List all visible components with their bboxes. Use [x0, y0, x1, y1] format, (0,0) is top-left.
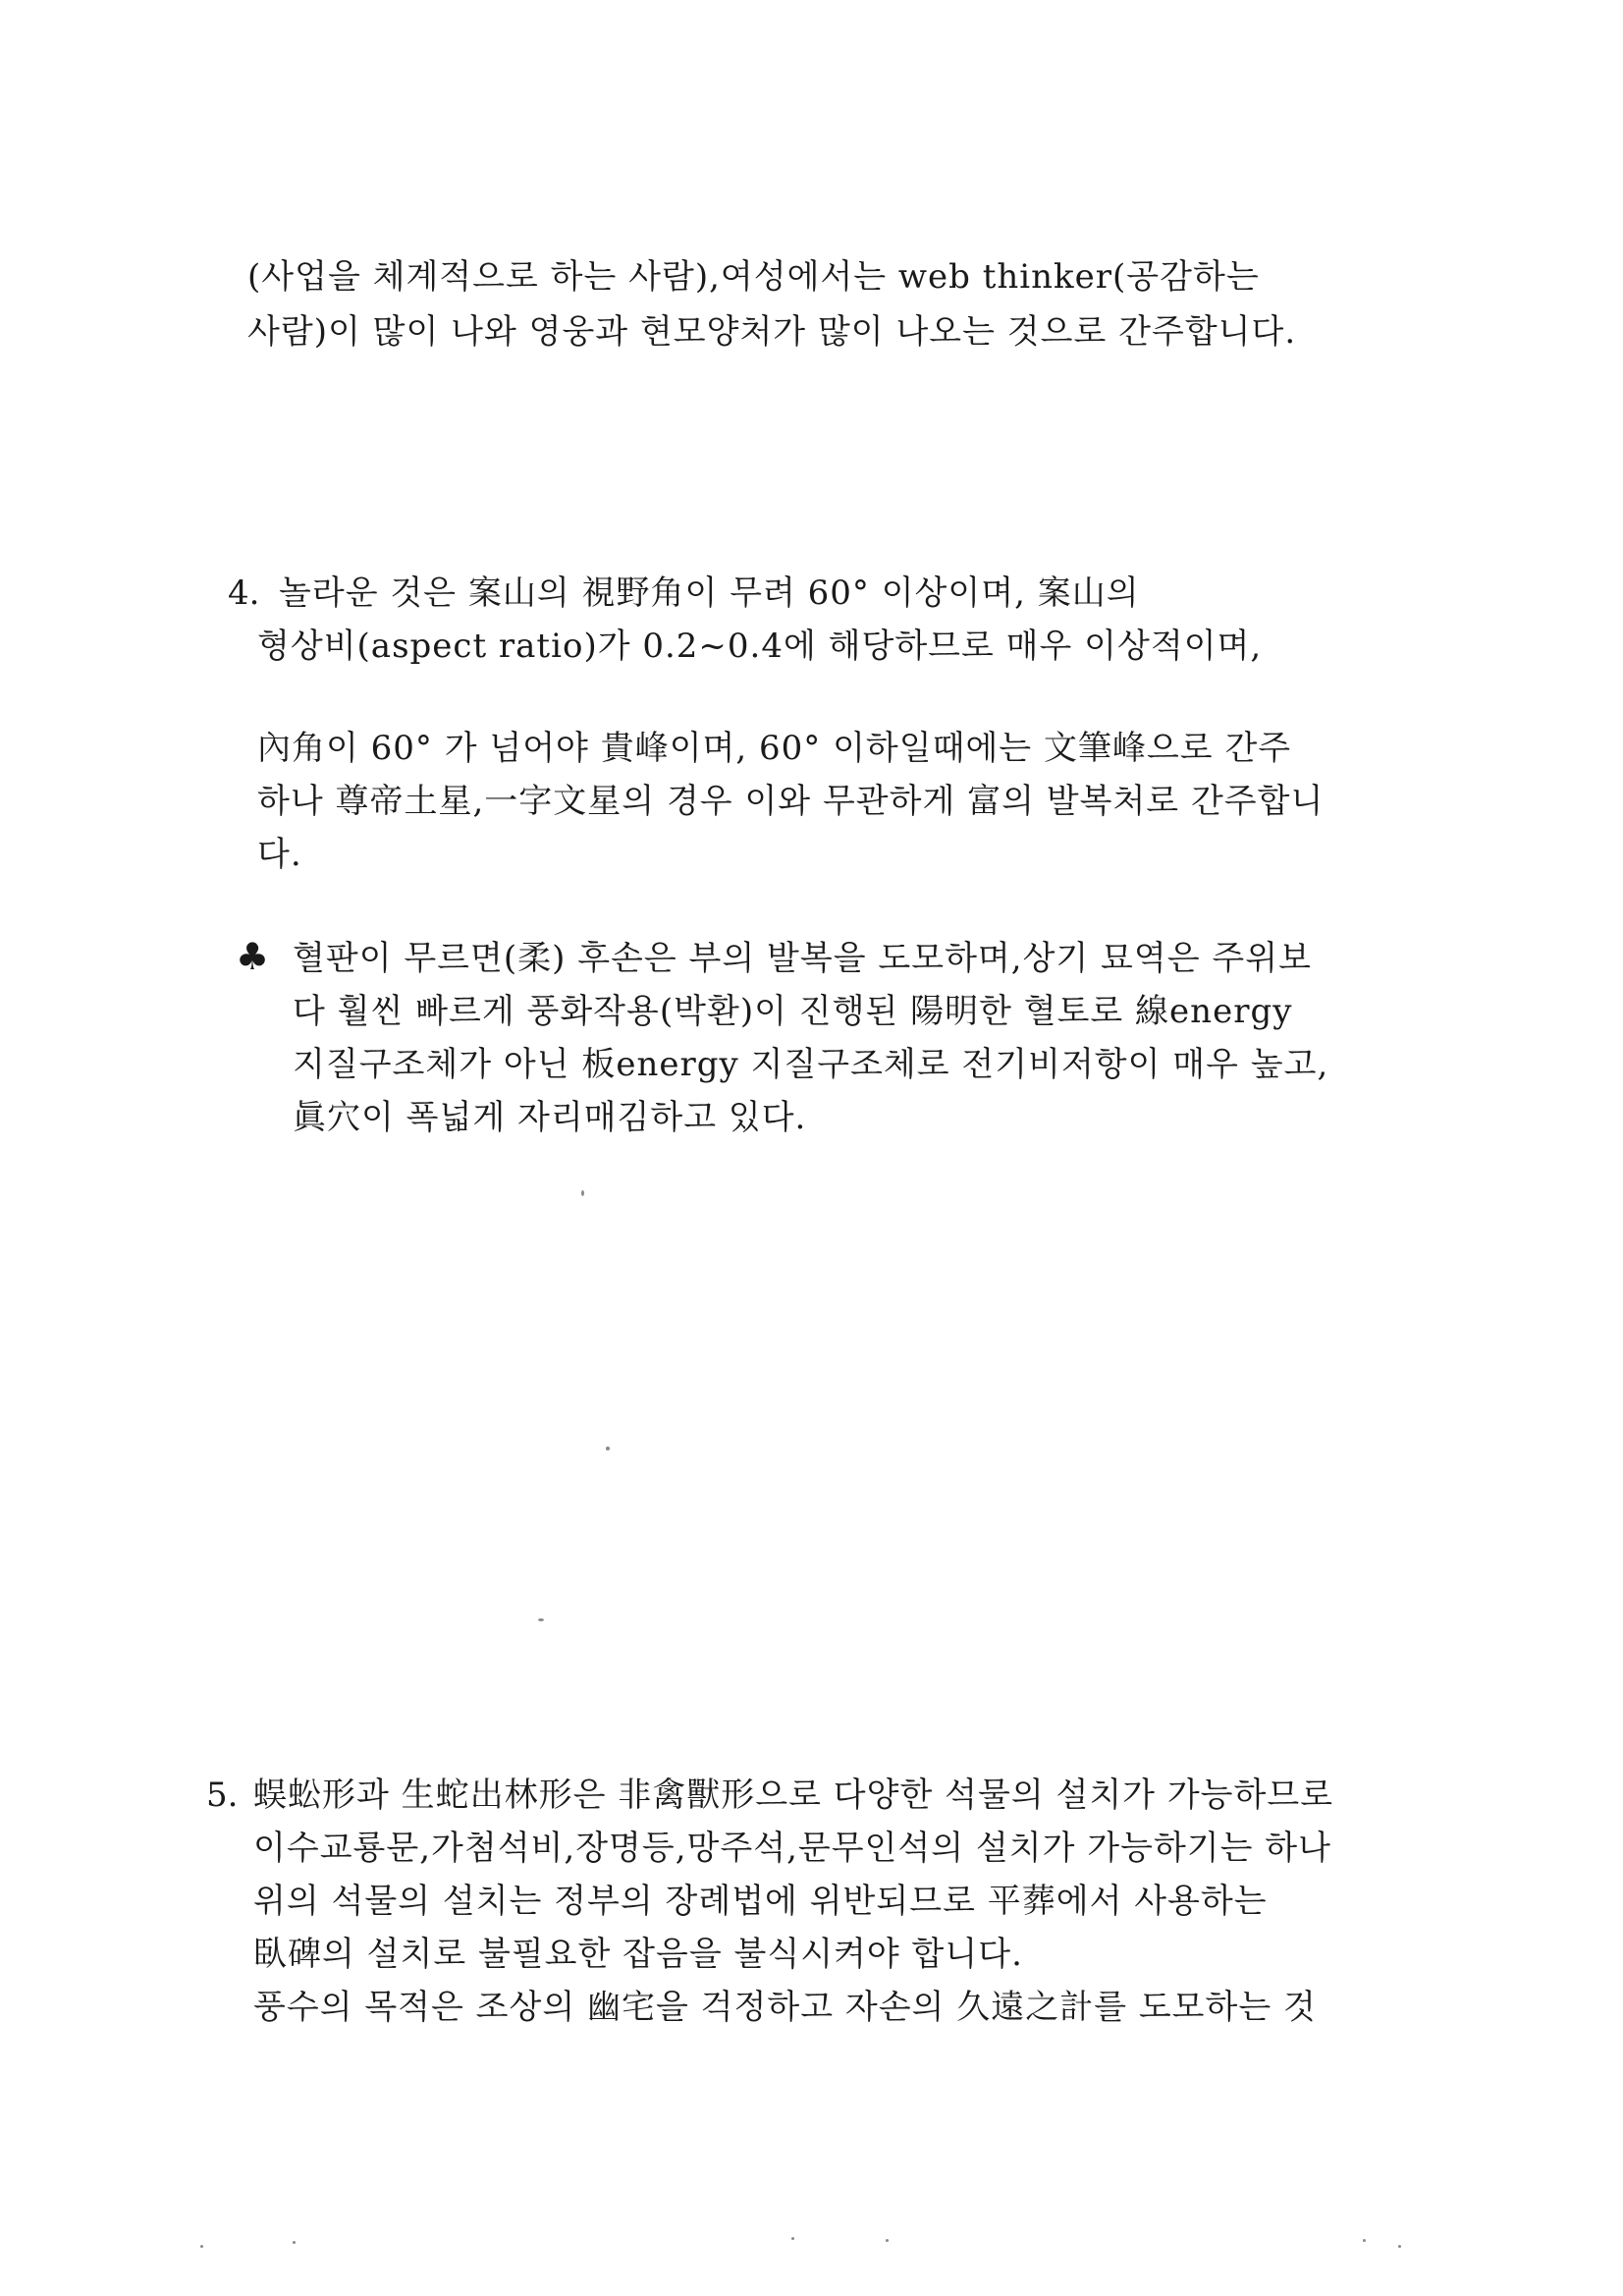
section-5-line-4: 臥碑의 설치로 불필요한 잡음을 불식시켜야 합니다.: [253, 1935, 1023, 1974]
section-5-line-2: 이수교룡문,가첨석비,장명등,망주석,문무인석의 설치가 가능하기는 하나: [253, 1829, 1331, 1868]
scan-speck: [538, 1618, 544, 1621]
section-4-line-1: 놀라운 것은 案山의 視野角이 무려 60° 이상이며, 案山의: [279, 574, 1140, 613]
scan-speck: [886, 2239, 889, 2242]
section-5-line-1: 蜈蚣形과 生蛇出林形은 非禽獸形으로 다양한 석물의 설치가 가능하므로: [253, 1776, 1334, 1815]
scan-speck: [1398, 2245, 1401, 2248]
note-line-1: 혈판이 무르면(柔) 후손은 부의 발복을 도모하며,상기 묘역은 주위보: [293, 939, 1312, 978]
section-5-number: 5.: [206, 1776, 239, 1815]
section-5-line-3: 위의 석물의 설치는 정부의 장례법에 위반되므로 平葬에서 사용하는: [253, 1882, 1268, 1921]
section-4-number: 4.: [228, 574, 260, 613]
scan-speck: [581, 1190, 584, 1196]
scan-speck: [606, 1447, 610, 1450]
scan-speck: [1363, 2239, 1366, 2242]
club-icon: ♣: [236, 935, 270, 978]
intro-line-1: (사업을 체계적으로 하는 사람),여성에서는 web thinker(공감하는: [247, 257, 1260, 297]
section-4-line-4: 하나 尊帝土星,一字文星의 경우 이와 무관하게 富의 발복처로 간주합니: [257, 782, 1325, 821]
note-line-2: 다 훨씬 빠르게 풍화작용(박환)이 진행된 陽明한 혈토로 線energy: [293, 992, 1293, 1031]
scan-speck: [200, 2245, 203, 2248]
section-4-line-5: 다.: [257, 835, 302, 874]
note-line-3: 지질구조체가 아닌 板energy 지질구조체로 전기비저항이 매우 높고,: [293, 1045, 1329, 1084]
section-4-line-3: 內角이 60° 가 넘어야 貴峰이며, 60° 이하일때에는 文筆峰으로 간주: [257, 729, 1292, 768]
section-5-line-5: 풍수의 목적은 조상의 幽宅을 걱정하고 자손의 久遠之計를 도모하는 것: [253, 1988, 1317, 2027]
note-line-4: 眞穴이 폭넓게 자리매김하고 있다.: [293, 1098, 807, 1137]
intro-line-2: 사람)이 많이 나와 영웅과 현모양처가 많이 나오는 것으로 간주합니다.: [247, 312, 1297, 352]
scan-speck: [791, 2237, 794, 2240]
section-4-line-2: 형상비(aspect ratio)가 0.2~0.4에 해당하므로 매우 이상적이며,: [257, 627, 1263, 666]
scan-speck: [293, 2241, 296, 2244]
